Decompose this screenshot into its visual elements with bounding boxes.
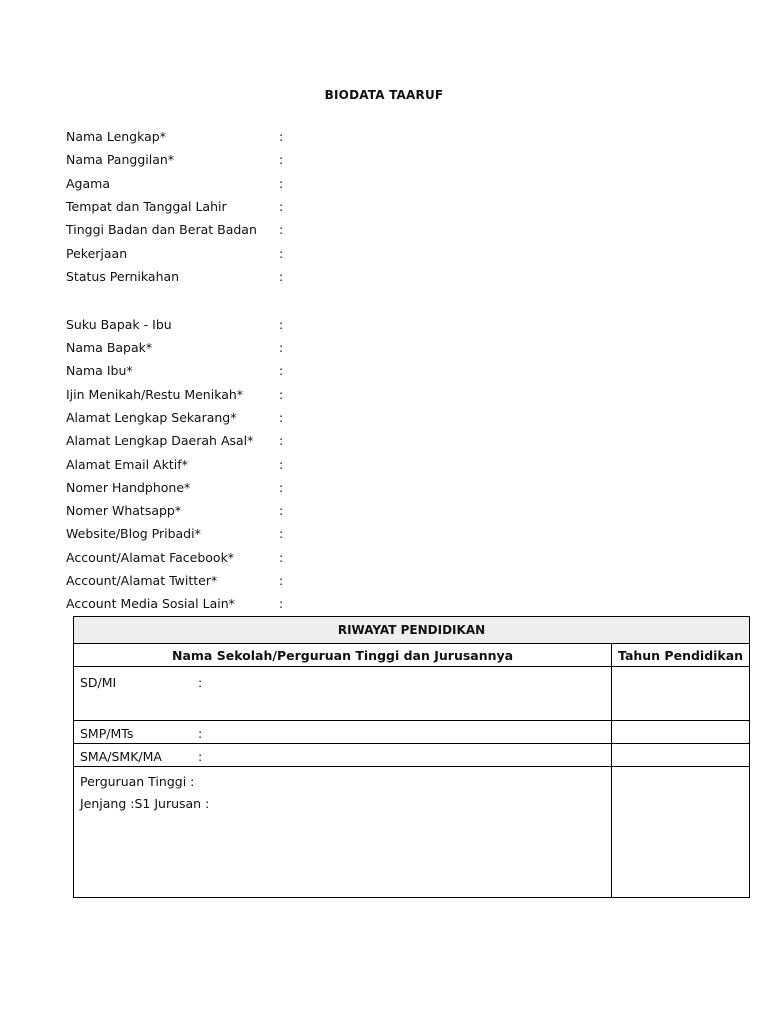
field-row [66,569,716,592]
field-colon: : [279,316,284,332]
field-colon: : [279,456,284,472]
table-row [74,721,750,744]
year-cell-sd[interactable] [612,667,750,721]
field-colon: : [279,175,284,191]
field-label: Nomer Handphone* [66,479,191,495]
field-label: Nama Panggilan* [66,152,175,168]
field-row [66,172,716,195]
field-row [66,592,716,615]
field-colon: : [279,129,284,145]
school-cell-university[interactable] [74,767,612,898]
field-row [66,241,716,264]
family-contact-fields [66,313,716,616]
field-colon: : [279,549,284,565]
field-colon: : [279,503,284,519]
level-colon: : [198,675,203,690]
field-row [66,265,716,288]
level-colon: : [198,749,203,764]
field-row [66,336,716,359]
university-label: Perguruan Tinggi : [80,774,195,789]
field-colon: : [279,363,284,379]
field-label: Alamat Lengkap Sekarang* [66,409,237,425]
field-label: Account/Alamat Twitter* [66,572,218,588]
field-label: Alamat Lengkap Daerah Asal* [66,433,254,449]
table-row [74,744,750,767]
field-row [66,359,716,382]
level-colon: : [198,726,203,741]
field-row [66,148,716,171]
field-colon: : [279,268,284,284]
field-colon: : [279,199,284,215]
year-column-header: Tahun Pendidikan [612,644,750,667]
field-row [66,499,716,522]
school-cell-sd[interactable] [74,667,612,721]
year-cell-sma[interactable] [612,744,750,767]
page-title: BIODATA TAARUF [324,88,444,102]
field-label: Nama Bapak* [66,340,153,356]
school-cell-sma[interactable] [74,744,612,767]
field-colon: : [279,572,284,588]
field-row [66,125,716,148]
field-label: Ijin Menikah/Restu Menikah* [66,386,244,402]
field-label: Website/Blog Pribadi* [66,526,201,542]
field-colon: : [279,222,284,238]
field-label: Agama [66,175,110,191]
education-table-title: RIWAYAT PENDIDIKAN [74,617,750,644]
field-row [66,522,716,545]
education-history-table [73,616,750,898]
table-row [74,767,750,898]
field-label: Account/Alamat Facebook* [66,549,235,565]
field-colon: : [279,152,284,168]
field-row [66,382,716,405]
level-label: SMA/SMK/MA [80,749,162,764]
field-row [66,218,716,241]
field-row [66,546,716,569]
biodata-field-list [66,125,716,615]
field-row [66,406,716,429]
field-label: Alamat Email Aktif* [66,456,188,472]
field-colon: : [279,245,284,261]
level-label: SMP/MTs [80,726,134,741]
school-column-header: Nama Sekolah/Perguruan Tinggi dan Jurusannya [74,644,612,667]
field-label: Nomer Whatsapp* [66,503,182,519]
field-colon: : [279,433,284,449]
field-label: Tinggi Badan dan Berat Badan [66,222,257,238]
field-label: Tempat dan Tanggal Lahir [66,199,227,215]
field-label: Nama Ibu* [66,363,133,379]
field-row [66,313,716,336]
field-colon: : [279,526,284,542]
year-cell-university[interactable] [612,767,750,898]
field-colon: : [279,409,284,425]
field-row [66,476,716,499]
field-colon: : [279,340,284,356]
field-label: Suku Bapak - Ibu [66,316,172,332]
school-cell-smp[interactable] [74,721,612,744]
section-gap [66,288,716,313]
field-label: Account Media Sosial Lain* [66,596,235,612]
degree-level-line: Jenjang :S1 Jurusan : [80,796,210,811]
table-row [74,667,750,721]
field-label: Pekerjaan [66,245,128,261]
field-label: Status Pernikahan [66,268,180,284]
field-colon: : [279,596,284,612]
field-row [66,452,716,475]
field-colon: : [279,386,284,402]
field-row [66,429,716,452]
level-label: SD/MI [80,675,117,690]
personal-fields [66,125,716,288]
year-cell-smp[interactable] [612,721,750,744]
field-row [66,195,716,218]
field-colon: : [279,479,284,495]
field-label: Nama Lengkap* [66,129,166,145]
